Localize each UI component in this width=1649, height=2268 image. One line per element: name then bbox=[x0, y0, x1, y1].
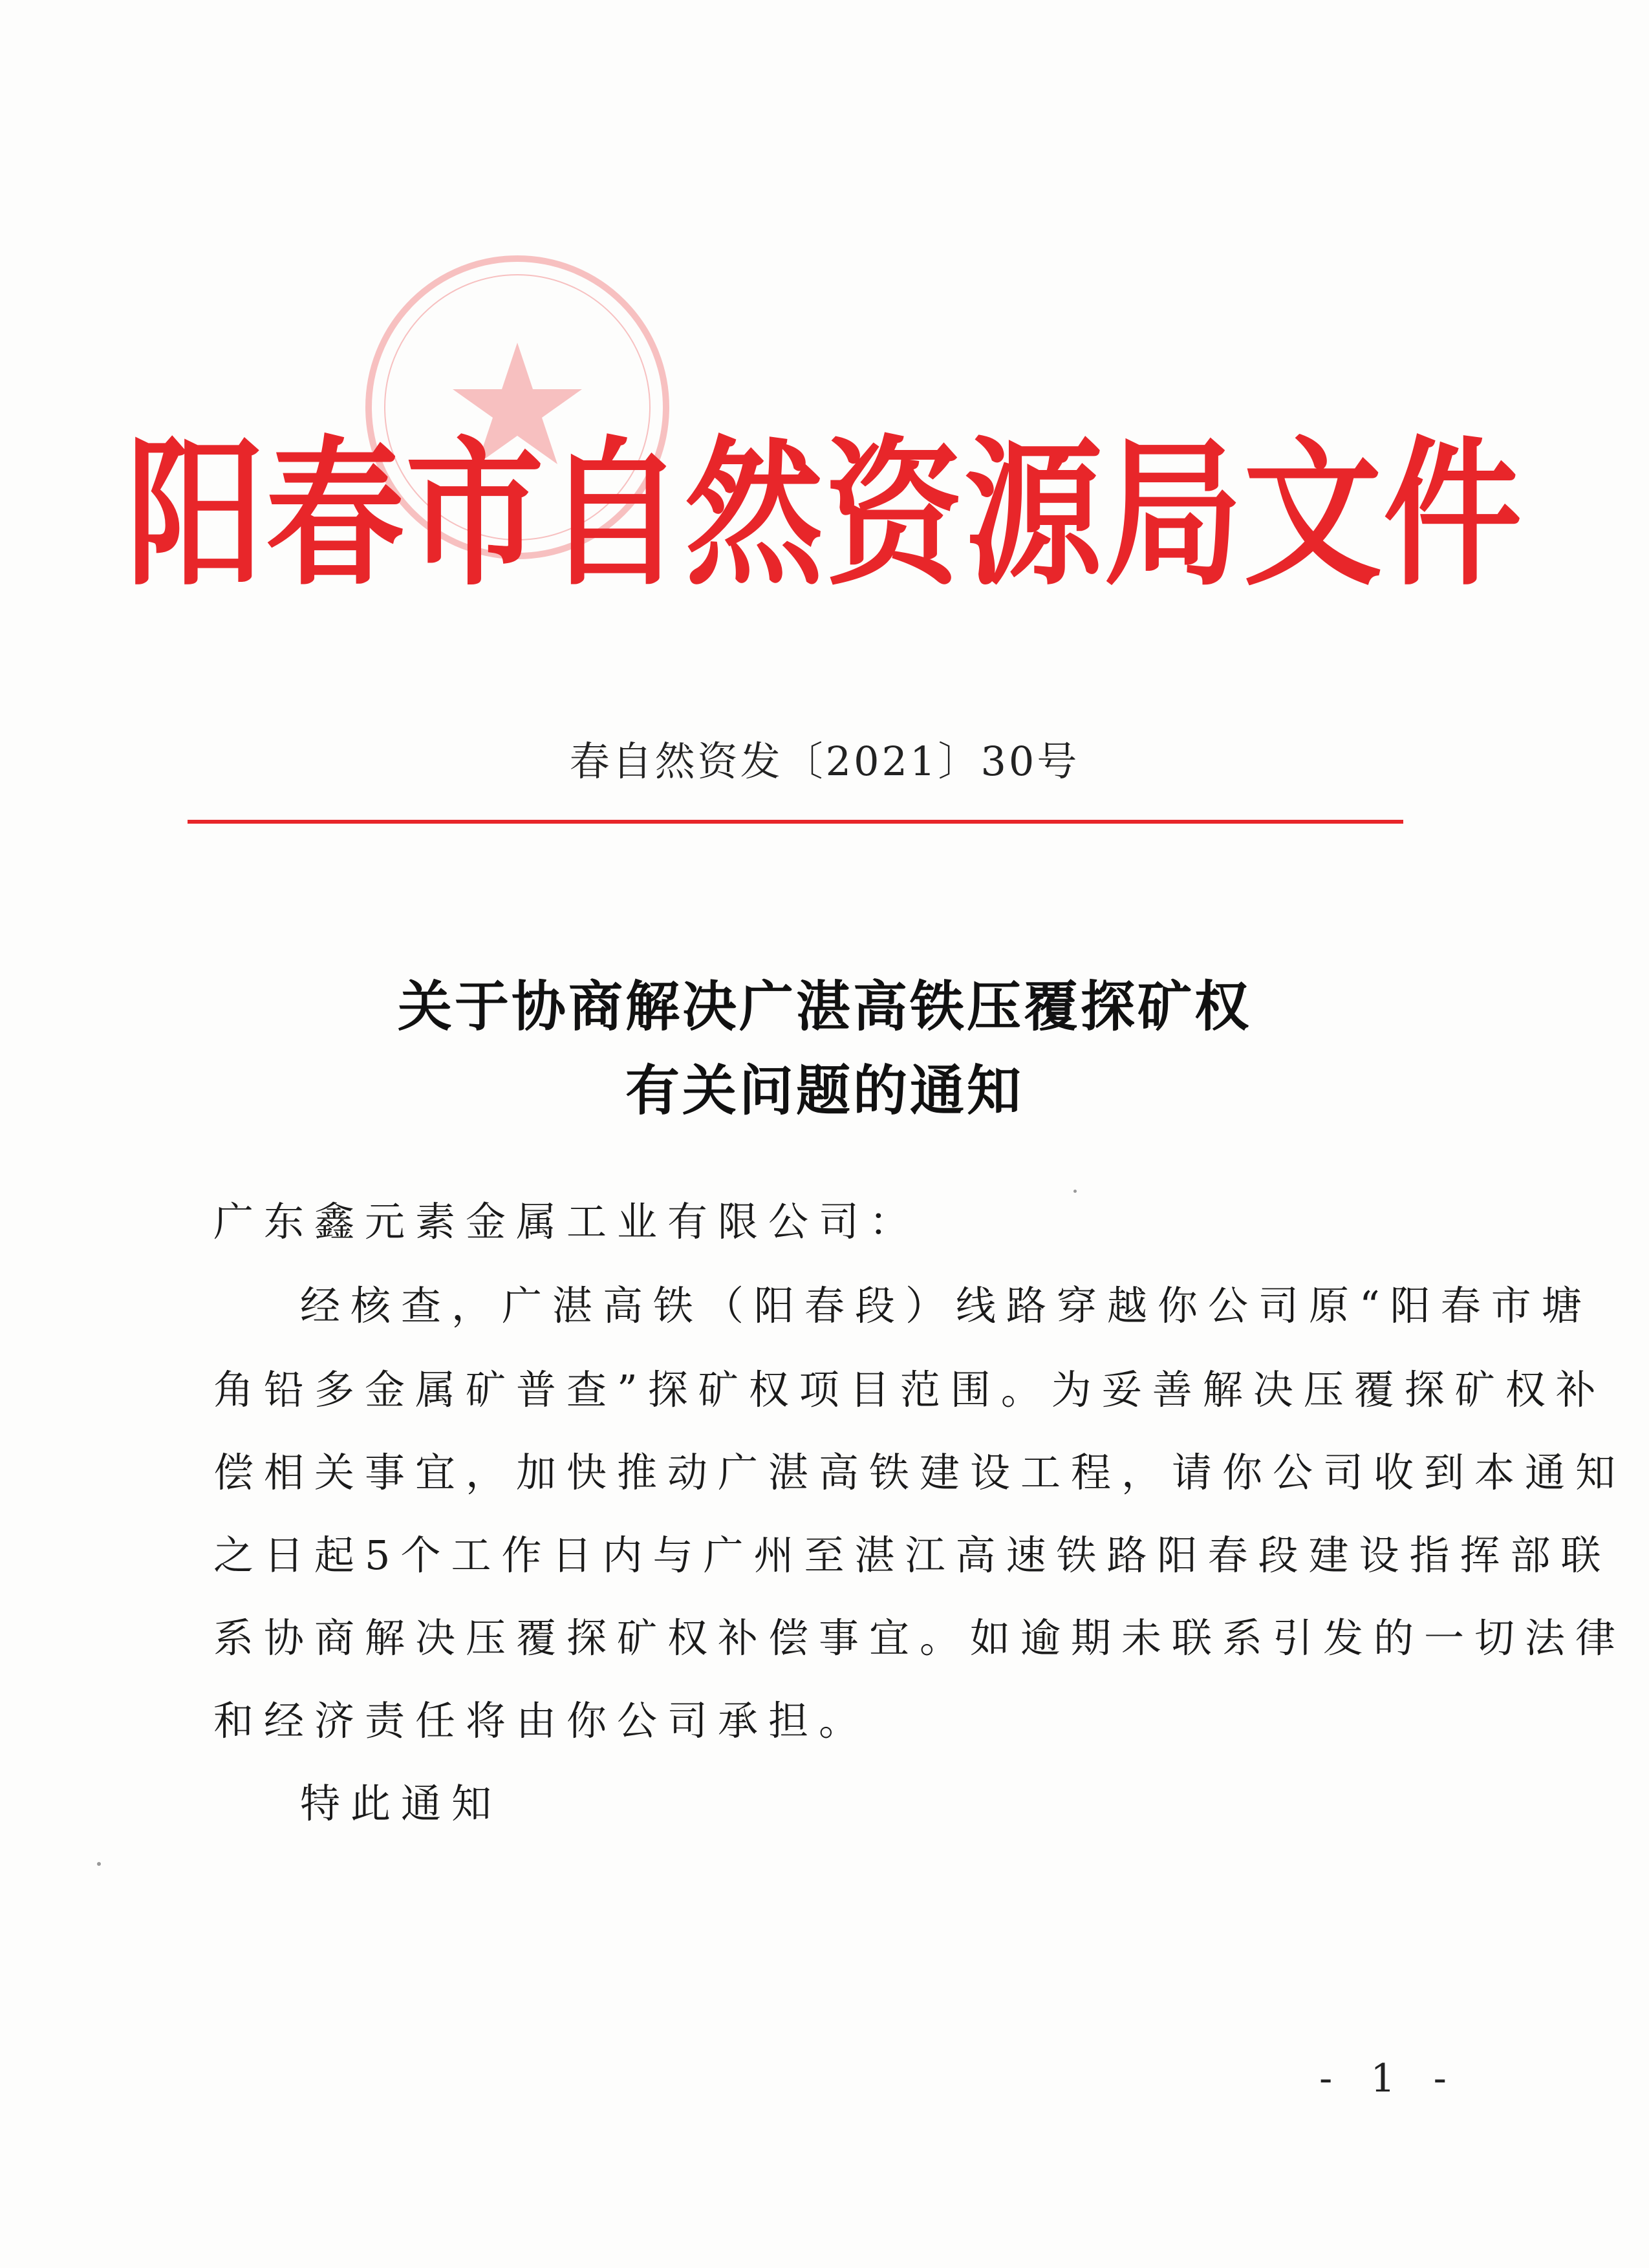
body-line-6: 和经济责任将由你公司承担。 bbox=[213, 1697, 870, 1744]
notice-title-line-1: 关于协商解决广湛高铁压覆探矿权 bbox=[397, 975, 1251, 1038]
body-line-4: 之日起5个工作日内与广州至湛江高速铁路阳春段建设指挥部联 bbox=[213, 1532, 1611, 1579]
scan-speck bbox=[1073, 1190, 1077, 1193]
red-divider bbox=[188, 820, 1403, 824]
body-line-1: 经核查，广湛高铁（阳春段）线路穿越你公司原“阳春市塘 bbox=[300, 1282, 1592, 1329]
page-number: - 1 - bbox=[1319, 2056, 1460, 2101]
body-line-3: 偿相关事宜，加快推动广湛高铁建设工程，请你公司收到本通知 bbox=[213, 1449, 1626, 1496]
body-line-2: 角铅多金属矿普查”探矿权项目范围。为妥善解决压覆探矿权补 bbox=[213, 1366, 1606, 1413]
body-line-5: 系协商解决压覆探矿权补偿事宜。如逾期未联系引发的一切法律 bbox=[213, 1614, 1626, 1662]
notice-title-line-2: 有关问题的通知 bbox=[625, 1059, 1024, 1122]
closing-text: 特此通知 bbox=[300, 1780, 502, 1827]
salutation: 广东鑫元素金属工业有限公司： bbox=[213, 1198, 920, 1245]
scan-speck bbox=[97, 1862, 101, 1866]
document-number: 春自然资发〔2021〕30号 bbox=[569, 738, 1080, 785]
masthead-title: 阳春市自然资源局文件 bbox=[126, 422, 1523, 608]
